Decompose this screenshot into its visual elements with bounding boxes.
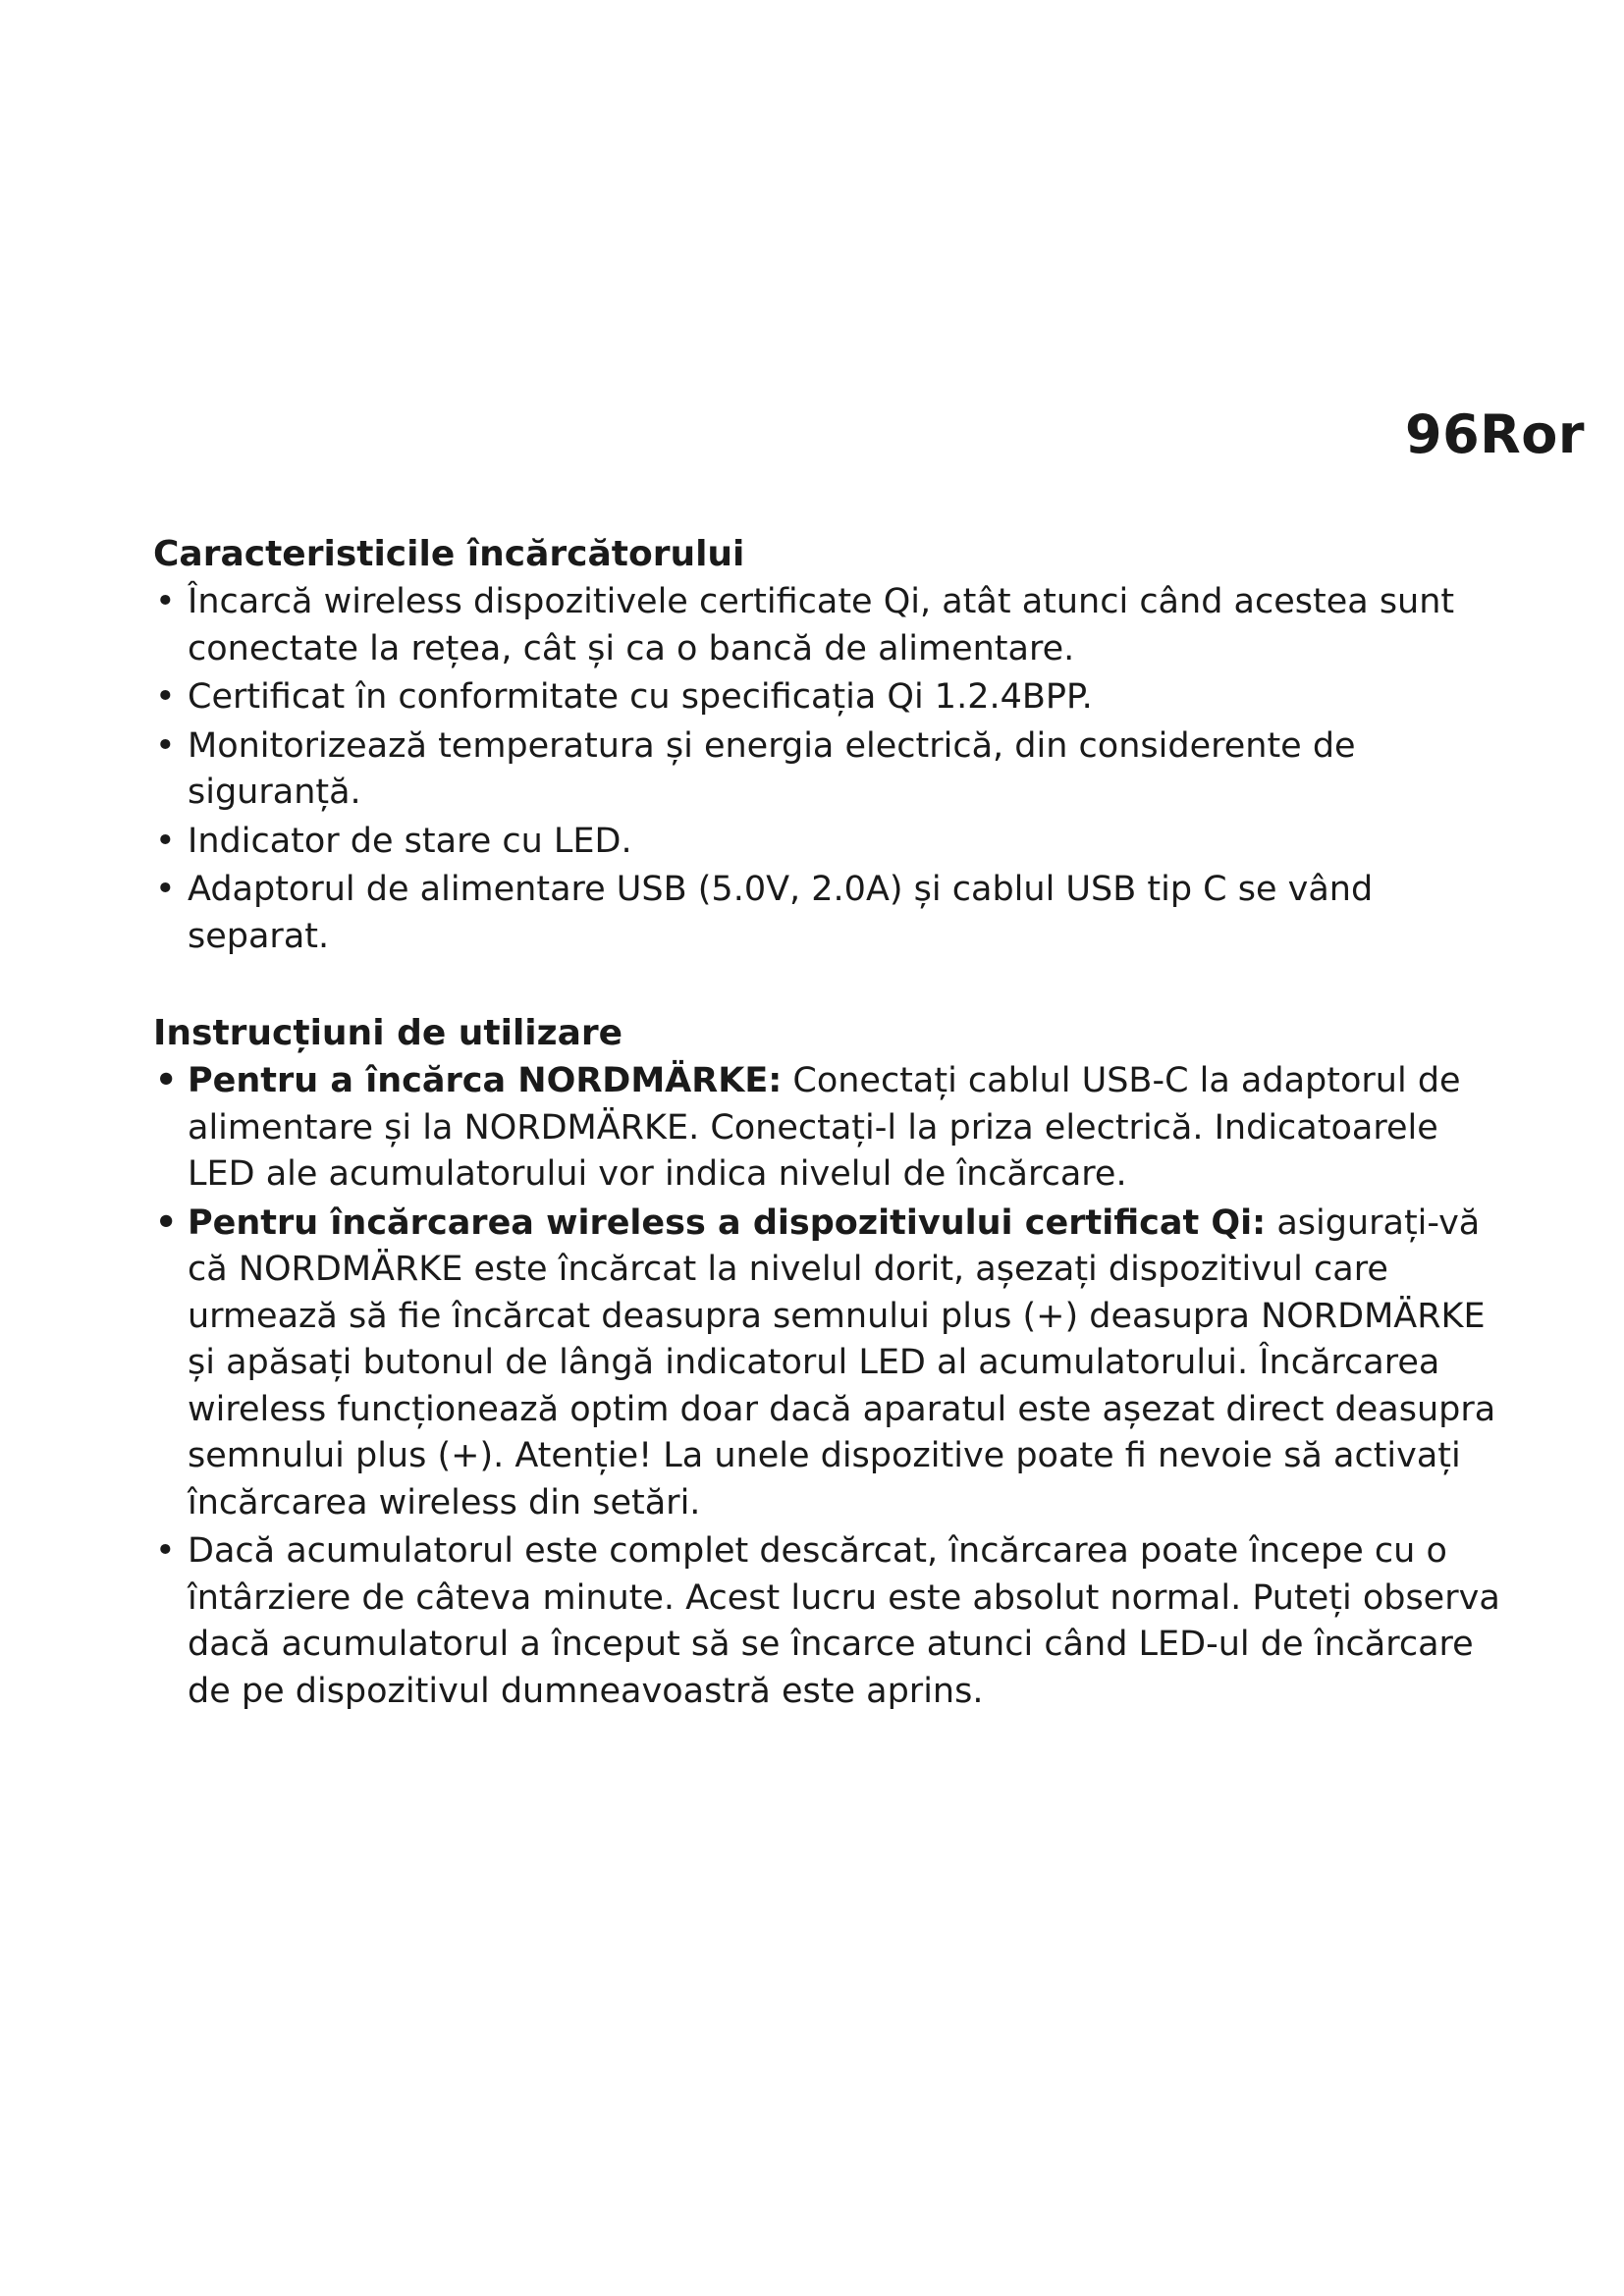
instructions-list — [153, 1058, 1503, 1715]
bullet-icon: • — [155, 1061, 178, 1100]
bullet-icon: • — [155, 821, 176, 861]
list-item — [153, 1201, 1503, 1527]
list-item — [153, 723, 1503, 817]
bullet-icon: • — [155, 677, 176, 717]
section-heading: Caracteristicile încărcătorului — [153, 534, 745, 574]
item-text: Adaptorul de alimentare USB (5.0V, 2.0A) și cablul USB tip C se vând separat. — [188, 870, 1374, 956]
bullet-icon: • — [155, 725, 176, 766]
bullet-icon: • — [155, 1531, 176, 1571]
section-charger-features — [153, 532, 1503, 960]
section-usage-instructions — [153, 1011, 1503, 1715]
item-text: Conectați cablul USB-C la adaptorul de alimentare și la NORDMÄRKE. Conectați-l la priza electrică. Indicatoarele LED ale acumulatorului vor indica nivelul de încărcare. — [188, 1061, 1461, 1194]
list-item — [153, 867, 1503, 960]
list-item — [153, 819, 1503, 866]
bullet-icon: • — [155, 582, 176, 621]
item-text: Dacă acumulatorul este complet descărcat, încărcarea poate începe cu o întârziere de câteva minute. Acest lucru este absolut normal. Puteți observa dacă acumulatorul a început să se încarce atunci când LED-ul de încărcare de pe dispozitivul dumneavoastră este aprins. — [188, 1531, 1500, 1711]
list-item — [153, 1528, 1503, 1715]
bullet-icon: • — [155, 1202, 178, 1243]
document-body — [153, 532, 1503, 1766]
list-item — [153, 674, 1503, 721]
item-text: Indicator de stare cu LED. — [188, 821, 632, 861]
item-text: Încarcă wireless dispozitivele certificate Qi, atât atunci când acestea sunt conectate la rețea, cât și ca o bancă de alimentare. — [188, 582, 1455, 668]
item-text: Certificat în conformitate cu specificația Qi 1.2.4BPP. — [188, 677, 1093, 717]
bullet-icon: • — [155, 870, 176, 909]
features-list — [153, 579, 1503, 960]
list-item — [153, 1058, 1503, 1199]
section-heading: Instrucțiuni de utilizare — [153, 1013, 623, 1053]
item-lead: Pentru a încărca NORDMÄRKE: — [188, 1061, 783, 1100]
page-number: 96Ror — [1405, 403, 1585, 465]
list-item — [153, 579, 1503, 672]
item-text: asigurați-vă că NORDMÄRKE este încărcat la nivelul dorit, așezați dispozitivul care urmează să fie încărcat deasupra semnului plus (+) deasupra NORDMÄRKE și apăsați butonul de lângă indicatorul LED al acumulatorului. Încărcarea wireless funcționează optim doar dacă aparatul este așezat direct deasupra semnului plus (+). Atenție! La unele dispozitive poate fi nevoie să activați încărcarea wireless din setări. — [188, 1202, 1496, 1522]
item-text: Monitorizează temperatura și energia electrică, din considerente de siguranță. — [188, 725, 1356, 812]
item-lead: Pentru încărcarea wireless a dispozitivului certificat Qi: — [188, 1202, 1267, 1243]
